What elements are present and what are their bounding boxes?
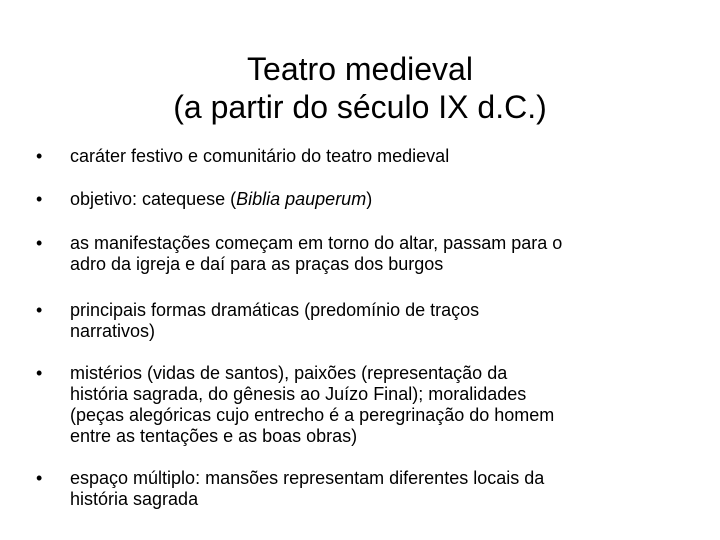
bullet-text-after: ) — [366, 189, 373, 209]
bullet-item — [36, 300, 686, 342]
bullet-line: mistérios (vidas de santos), paixões (representação da — [70, 363, 508, 383]
bullet-text — [70, 146, 686, 167]
bullet-item — [36, 468, 686, 510]
bullet-line: história sagrada, do gênesis ao Juízo Final); moralidades — [70, 384, 527, 404]
title-line-2: (a partir do século IX d.C.) — [173, 89, 547, 126]
bullet-item — [36, 363, 686, 447]
bullet-line: caráter festivo e comunitário do teatro medieval — [70, 146, 450, 166]
bullet-line: adro da igreja e daí para as praças dos burgos — [70, 254, 444, 274]
bullet-marker: • — [36, 468, 43, 488]
bullet-marker: • — [36, 146, 43, 166]
bullet-marker: • — [36, 300, 43, 320]
bullet-list — [36, 146, 686, 510]
bullet-marker: • — [36, 233, 43, 253]
bullet-text — [70, 233, 686, 275]
bullet-marker: • — [36, 363, 43, 383]
bullet-line: as manifestações começam em torno do altar, passam para o — [70, 233, 563, 253]
bullet-text — [70, 468, 686, 510]
bullet-line: história sagrada — [70, 489, 199, 509]
bullet-line: espaço múltiplo: mansões representam diferentes locais da — [70, 468, 545, 488]
bullet-line — [70, 189, 686, 210]
bullet-line: principais formas dramáticas (predomínio de traços — [70, 300, 480, 320]
bullet-line: entre as tentações e as boas obras) — [70, 426, 358, 446]
bullet-item — [36, 233, 686, 275]
bullet-item — [36, 189, 686, 210]
bullet-marker: • — [36, 189, 43, 209]
bullet-line: (peças alegóricas cujo entrecho é a peregrinação do homem — [70, 405, 555, 425]
bullet-line: narrativos) — [70, 321, 156, 341]
title-line-1: Teatro medieval — [247, 51, 473, 88]
bullet-text — [70, 189, 686, 210]
bullet-text-before: objetivo: catequese ( — [70, 189, 237, 209]
bullet-item — [36, 146, 686, 167]
bullet-text-italic: Biblia pauperum — [236, 189, 367, 209]
bullet-text — [70, 363, 686, 447]
slide-title — [0, 50, 720, 126]
bullet-text — [70, 300, 686, 342]
